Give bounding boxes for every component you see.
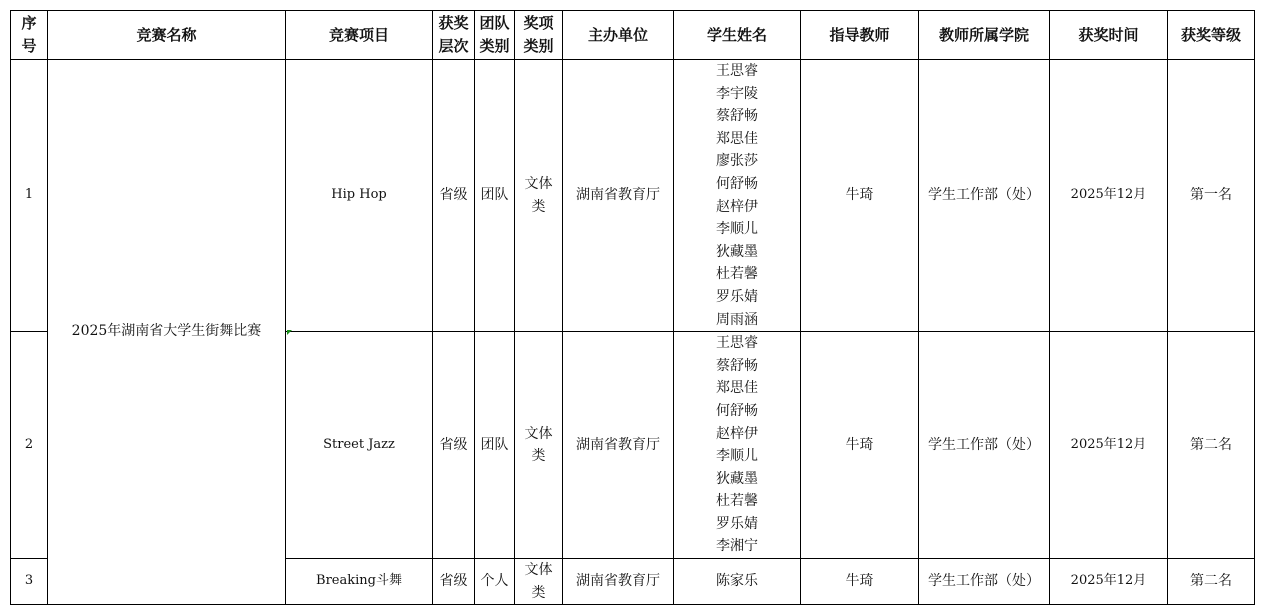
- students-cell: 陈家乐: [674, 559, 801, 605]
- level-cell: 省级: [433, 332, 475, 559]
- header-college: 教师所属学院: [919, 11, 1050, 60]
- project-cell: Hip Hop: [286, 60, 433, 332]
- students-cell: 王思睿 蔡舒畅 郑思佳 何舒畅 赵梓伊 李顺儿 狄藏墨 杜若馨 罗乐婧 李湘宁: [674, 332, 801, 559]
- cell-comment-marker: [287, 330, 292, 335]
- college-cell: 学生工作部（处）: [919, 559, 1050, 605]
- header-project: 竞赛项目: [286, 11, 433, 60]
- row-no: 2: [11, 332, 48, 559]
- header-no: 序号: [11, 11, 48, 60]
- header-teacher: 指导教师: [801, 11, 919, 60]
- award-table: [10, 10, 1255, 605]
- row-no: 3: [11, 559, 48, 605]
- grade-cell: 第一名: [1168, 60, 1255, 332]
- time-cell: 2025年12月: [1050, 559, 1168, 605]
- teacher-cell: 牛琦: [801, 332, 919, 559]
- table-row: [11, 60, 1255, 332]
- competition-name-cell: 2025年湖南省大学生街舞比赛: [48, 60, 286, 605]
- header-competition-name: 竞赛名称: [48, 11, 286, 60]
- college-cell: 学生工作部（处）: [919, 332, 1050, 559]
- grade-cell: 第二名: [1168, 559, 1255, 605]
- organizer-cell: 湖南省教育厅: [563, 559, 674, 605]
- header-students: 学生姓名: [674, 11, 801, 60]
- header-level: 获奖层次: [433, 11, 475, 60]
- teacher-cell: 牛琦: [801, 60, 919, 332]
- header-team-type: 团队类别: [475, 11, 515, 60]
- award-type-cell: 文体类: [515, 559, 563, 605]
- project-cell: Street Jazz: [286, 332, 433, 559]
- college-cell: 学生工作部（处）: [919, 60, 1050, 332]
- time-cell: 2025年12月: [1050, 332, 1168, 559]
- header-organizer: 主办单位: [563, 11, 674, 60]
- award-type-cell: 文体类: [515, 332, 563, 559]
- team-type-cell: 个人: [475, 559, 515, 605]
- award-type-cell: 文体类: [515, 60, 563, 332]
- students-cell: 王思睿 李宇陵 蔡舒畅 郑思佳 廖张莎 何舒畅 赵梓伊 李顺儿 狄藏墨 杜若馨 罗乐婧 周雨涵: [674, 60, 801, 332]
- header-grade: 获奖等级: [1168, 11, 1255, 60]
- row-no: 1: [11, 60, 48, 332]
- level-cell: 省级: [433, 559, 475, 605]
- project-cell: Breaking斗舞: [286, 559, 433, 605]
- grade-cell: 第二名: [1168, 332, 1255, 559]
- level-cell: 省级: [433, 60, 475, 332]
- header-time: 获奖时间: [1050, 11, 1168, 60]
- time-cell: 2025年12月: [1050, 60, 1168, 332]
- team-type-cell: 团队: [475, 332, 515, 559]
- team-type-cell: 团队: [475, 60, 515, 332]
- teacher-cell: 牛琦: [801, 559, 919, 605]
- header-award-type: 奖项类别: [515, 11, 563, 60]
- award-table-container: [10, 10, 1255, 605]
- header-row: [11, 11, 1255, 60]
- organizer-cell: 湖南省教育厅: [563, 332, 674, 559]
- organizer-cell: 湖南省教育厅: [563, 60, 674, 332]
